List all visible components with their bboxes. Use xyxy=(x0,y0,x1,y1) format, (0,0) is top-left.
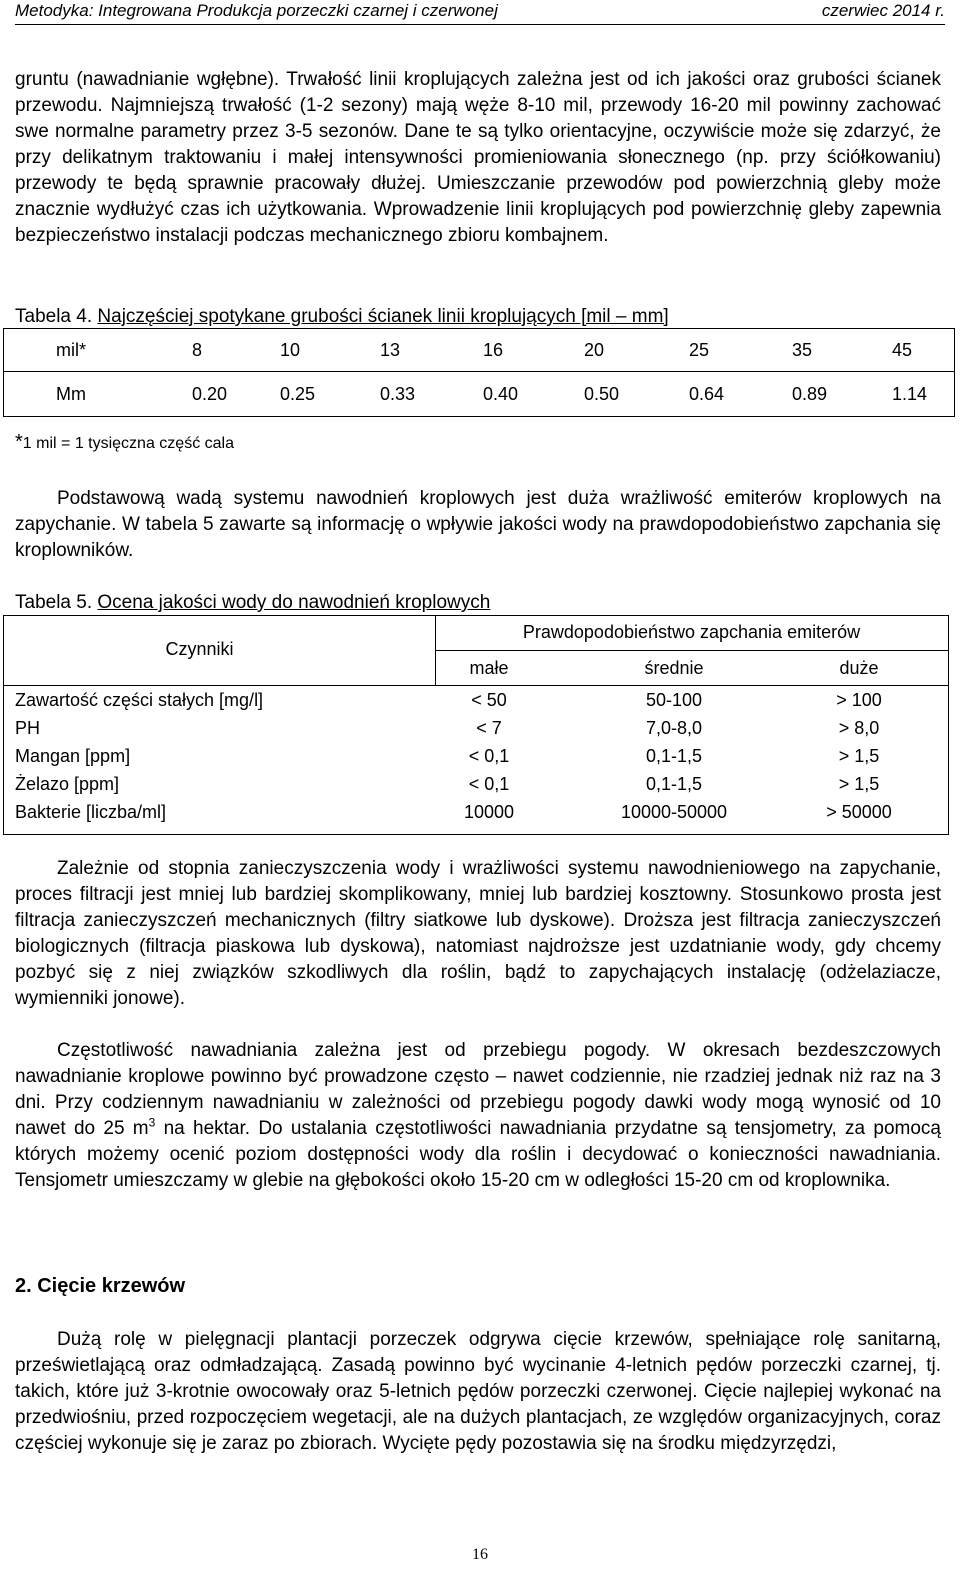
column-header-low: małe xyxy=(469,658,509,678)
table-row xyxy=(4,329,955,372)
factor-header: Czynniki xyxy=(165,639,234,659)
table-divider xyxy=(4,685,948,686)
table-cell: 1.14 xyxy=(892,372,955,417)
table-cell: < 7 xyxy=(476,718,502,738)
column-header-high: duże xyxy=(839,658,879,678)
frequency-text-end: na hektar. Do ustalania częstotliwości nawadniania przydatne są tensjometry, za pomocą których możemy ocenić poziom dostępności wody dla roślin i decydować o konieczności nawadniania. Tensjometr umieszczamy w glebie na głębokości około 15-20 cm w odległości 15-20 cm od kroplownika. xyxy=(15,1118,941,1191)
table-cell: 20 xyxy=(584,329,689,372)
table-divider xyxy=(435,650,948,651)
table-cell: Zawartość części stałych [mg/l] xyxy=(15,690,264,710)
table-cell: 25 xyxy=(689,329,792,372)
table-cell: Mm xyxy=(4,372,193,417)
table-cell: 0.50 xyxy=(584,372,689,417)
table-cell: 10000 xyxy=(463,802,515,822)
table-cell: 0.33 xyxy=(380,372,483,417)
paragraph-irrigation-frequency xyxy=(15,1038,941,1194)
table4-footnote xyxy=(15,431,234,454)
paragraph-drip-line-durability: gruntu (nawadnianie wgłębne). Trwałość linii kroplujących zależna jest od ich jakości oraz grubości ścianek przewodu. Najmniejszą trwałość (1-2 sezony) mają węże 8-10 mil, przewody 16-20 mil powinny zachować swe normalne parametry przez 3-5 sezonów. Dane te są tylko orientacyjne, oczywiście może się zdarzyć, że przy delikatnym traktowaniu i małej intensywności promieniowania słonecznego (np. przy ściółkowaniu) przewody te będą sprawnie pracowały dłużej. Umieszczanie przewodów pod powierzchnią gleby może znacznie wydłużyć czas ich użytkowania. Wprowadzenie linii kroplujących pod powierzchnię gleby zapewnia bezpieczeństwo instalacji podczas mechanicznego zbioru kombajnem. xyxy=(15,69,941,246)
column-header-medium: średnie xyxy=(644,658,704,678)
table-cell: mil* xyxy=(4,329,193,372)
table-cell: 10000-50000 xyxy=(620,802,728,822)
table5-caption-prefix: Tabela 5. xyxy=(15,592,98,613)
table-cell: > 1,5 xyxy=(838,774,880,794)
footnote-marker: * xyxy=(15,431,23,453)
frequency-text-start: Częstotliwość nawadniania zależna jest od przebiegu pogody. W okresach bezdeszczowych nawadnianie kroplowe powinno być prowadzone często – nawet codziennie, nie rzadziej jednak niż raz na 3 dni. Przy codziennym nawadnianiu w zależności od przebiegu pogody dawki wody mogą wynosić od 10 nawet do 25 m xyxy=(15,1040,941,1139)
probability-header: Prawdopodobieństwo zapchania emiterów xyxy=(522,622,861,642)
table-cell: Bakterie [liczba/ml] xyxy=(15,802,167,822)
paragraph-pruning: Dużą rolę w pielęgnacji plantacji porzeczek odgrywa cięcie krzewów, spełniające rolę sanitarną, prześwietlającą oraz odmładzającą. Zasadą powinno być wycinanie 4-letnich pędów porzeczki czarnej, tj. takich, które już 3-krotnie owocowały oraz 5-letnich pędów porzeczki czerwonej. Cięcie najlepiej wykonać na przedwiośniu, przed rozpoczęciem wegetacji, ale na dużych plantacjach, ze względów organizacyjnych, coraz częściej wykonuje się je zaraz po zbiorach. Wycięte pędy pozostawia się na środku międzyrzędzi, xyxy=(15,1329,941,1454)
table-cell: 0.89 xyxy=(792,372,892,417)
table-cell: > 1,5 xyxy=(838,746,880,766)
table-cell: < 50 xyxy=(471,690,507,710)
table-cell: 0,1-1,5 xyxy=(645,774,703,794)
section-heading: 2. Cięcie krzewów xyxy=(15,1275,186,1297)
table4-wall-thickness xyxy=(3,328,955,417)
page-header xyxy=(15,0,945,25)
table-cell: 45 xyxy=(892,329,955,372)
table-cell: 10 xyxy=(280,329,380,372)
table-cell: PH xyxy=(15,718,41,738)
page-number: 16 xyxy=(472,1546,488,1563)
table-cell: 16 xyxy=(483,329,584,372)
table-cell: 8 xyxy=(192,329,280,372)
header-title: Metodyka: Integrowana Produkcja porzeczki czarnej i czerwonej xyxy=(15,1,498,20)
table4-caption-title: Najczęściej spotykane grubości ścianek linii kroplujących [mil – mm] xyxy=(97,306,669,327)
header-date: czerwiec 2014 r. xyxy=(821,1,945,20)
table-cell: > 8,0 xyxy=(838,718,880,738)
table-cell: 0.20 xyxy=(192,372,280,417)
table-cell: 0.40 xyxy=(483,372,584,417)
table5-water-quality xyxy=(3,615,949,835)
table-cell: 0,1-1,5 xyxy=(645,746,703,766)
paragraph-filtration: Zależnie od stopnia zanieczyszczenia wody i wrażliwości systemu nawodnieniowego na zapychanie, proces filtracji jest mniej lub bardziej skomplikowany, mniej lub bardziej kosztowny. Stosunkowo prosta jest filtracja zanieczyszczeń mechanicznych (filtry siatkowe lub dyskowe). Droższa jest filtracja zanieczyszczeń biologicznych (filtracja piaskowa lub dyskowa), natomiast najdroższe jest uzdatnianie wody, gdy chcemy pozbyć się z niej związków szkodliwych dla roślin, bądź to zapychających instalację (odżelaziacze, wymienniki jonowe). xyxy=(15,858,941,1009)
table5-caption xyxy=(15,591,490,615)
table4-caption-prefix: Tabela 4. xyxy=(15,306,98,327)
table-cell: < 0,1 xyxy=(468,746,510,766)
table-cell: 7,0-8,0 xyxy=(645,718,703,738)
table-cell: 35 xyxy=(792,329,892,372)
table-cell: 0.25 xyxy=(280,372,380,417)
table5-caption-title: Ocena jakości wody do nawodnień kroplowych xyxy=(97,592,491,613)
footnote-text: 1 mil = 1 tysięczna część cala xyxy=(22,435,234,452)
table4-caption xyxy=(15,305,669,329)
table-cell: 0.64 xyxy=(689,372,792,417)
table-cell: 13 xyxy=(380,329,483,372)
table-cell: > 100 xyxy=(836,690,882,710)
table-cell: 50-100 xyxy=(645,690,703,710)
table-cell: Mangan [ppm] xyxy=(15,746,131,766)
table-cell: > 50000 xyxy=(826,802,892,822)
table-row xyxy=(4,372,955,417)
table-cell: Żelazo [ppm] xyxy=(15,774,120,794)
table-cell: < 0,1 xyxy=(468,774,510,794)
paragraph-clogging: Podstawową wadą systemu nawodnień kroplowych jest duża wrażliwość emiterów kroplowych na zapychanie. W tabela 5 zawarte są informację o wpływie jakości wody na prawdopodobieństwo zapchania się kroplowników. xyxy=(15,488,941,561)
superscript-cubic: 3 xyxy=(148,1115,156,1130)
